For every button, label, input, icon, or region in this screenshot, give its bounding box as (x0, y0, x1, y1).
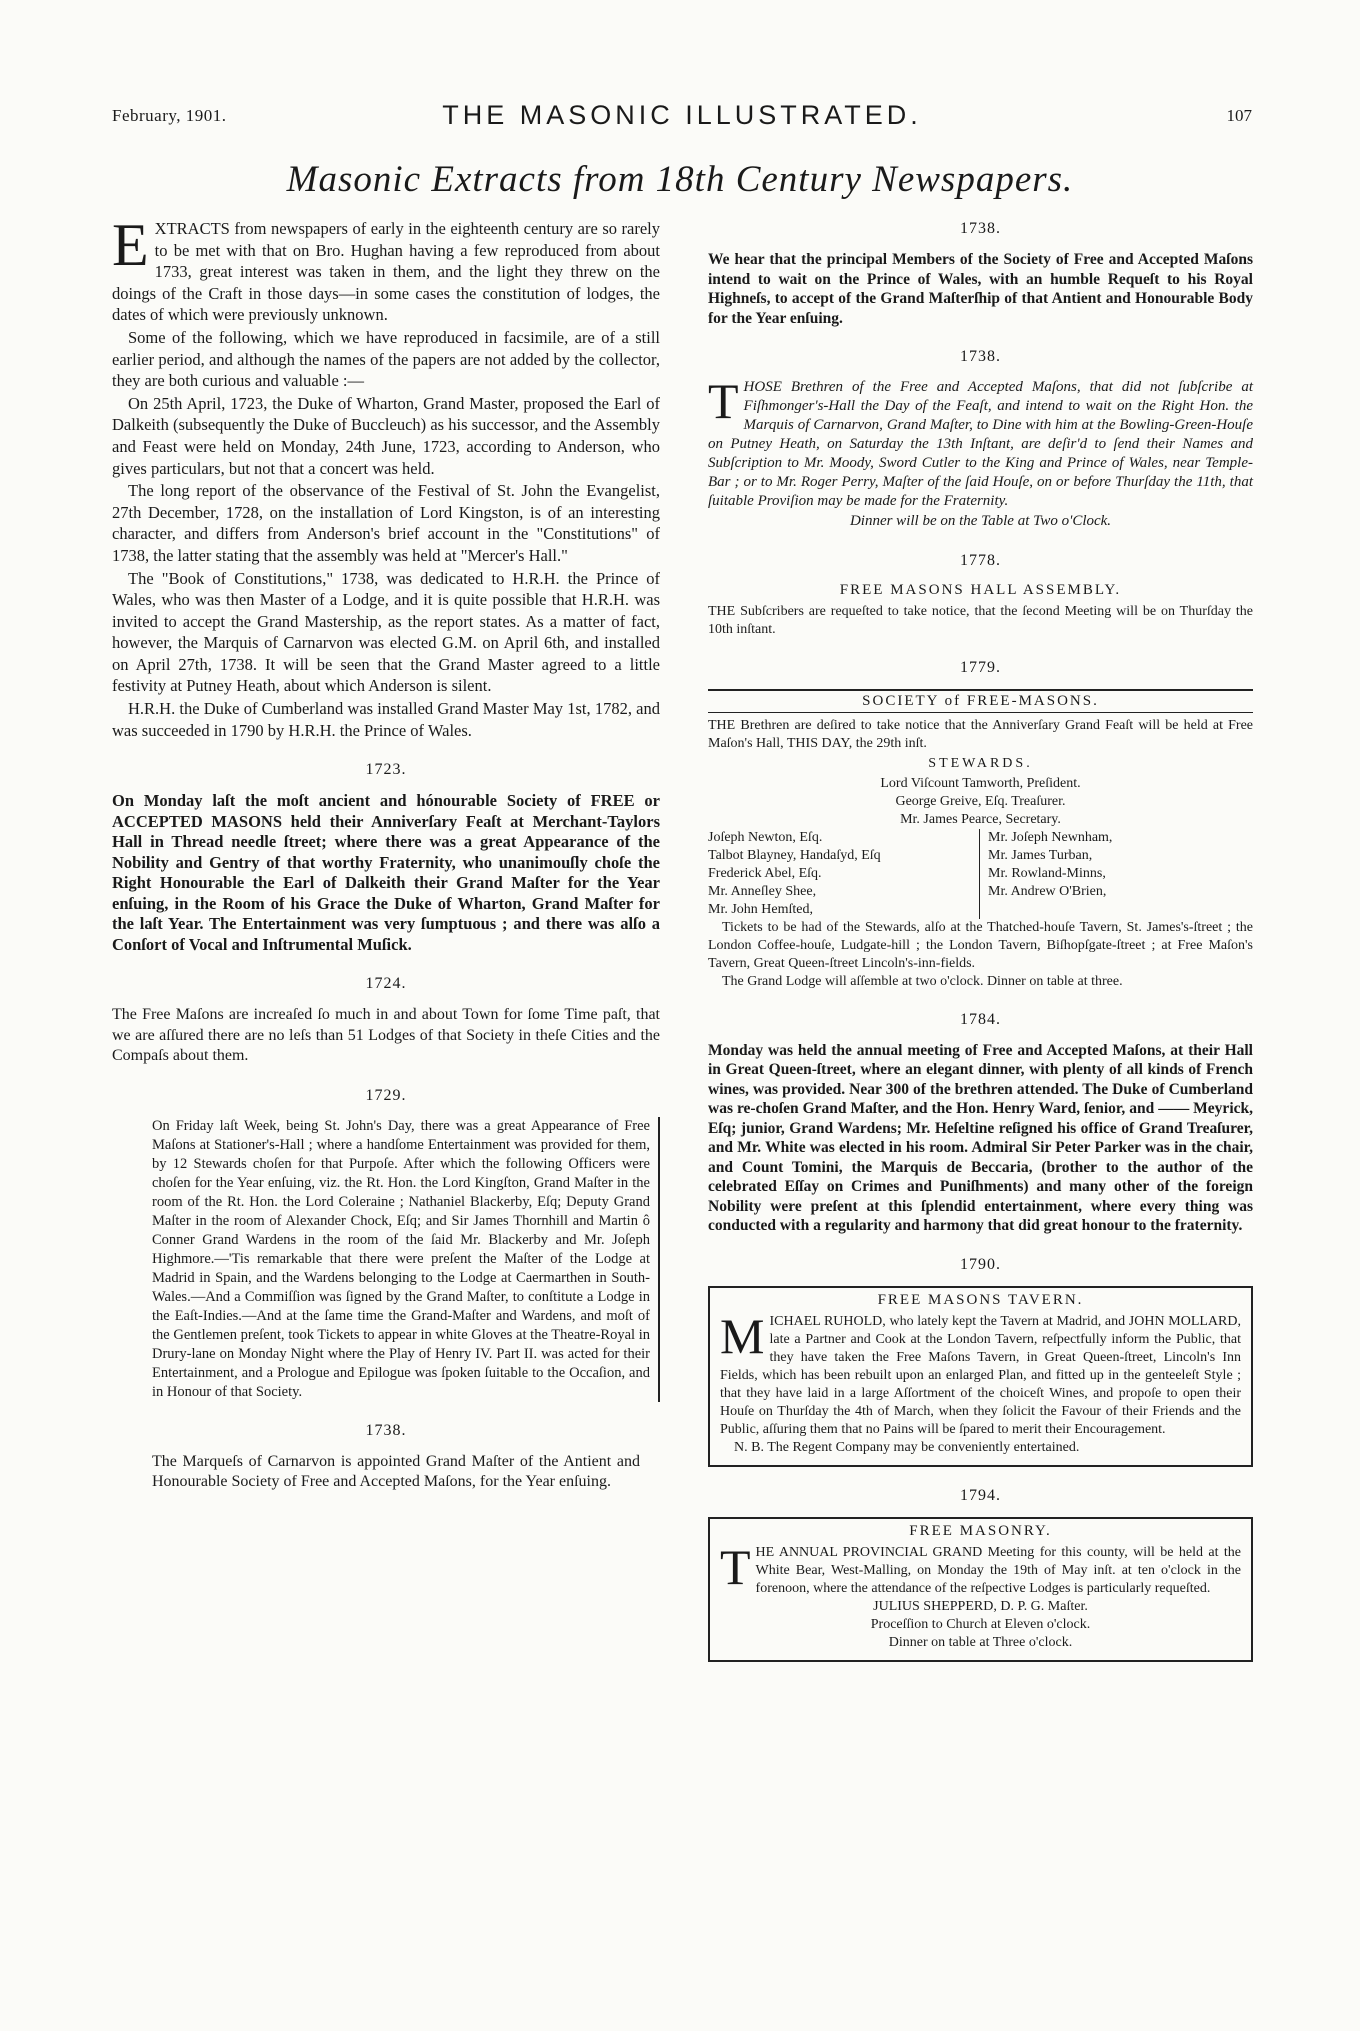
clip-1794-box (708, 1517, 1253, 1662)
intro-paragraph-5: The "Book of Constitutions," 1738, was dedicated to H.R.H. the Prince of Wales, who was then Master of a Lodge, and it is quite possible that H.R.H. was invited to accept the Grand Mastership, as the report states. As a matter of fact, however, the Marquis of Carnarvon was elected G.M. on April 6th, and installed on April 27th, 1738. It will be seen that the Grand Master agreed to a little festivity at Putney Heath, about which Anderson is silent. (112, 568, 660, 696)
clip-year-1778: 1778. (960, 551, 1001, 569)
issue-date: February, 1901. (112, 106, 227, 125)
intro-paragraph-1: EXTRACTS from newspapers of early in the eighteenth century are so rarely to be met with that on Bro. Hughan having a few reproduced from about 1733, great interest was taken in them, and the light they threw on the doings of the Craft in those days—in some cases the constitution of lodges, the dates of which were previously unknown. (112, 212, 660, 325)
stewards-left-column (708, 829, 980, 919)
right-column (708, 218, 1253, 1662)
clip-1738b: THOSE Brethren of the Free and Accepted Maſons, that did not ſubſcribe at Fiſhmonger's-Hall the Day of the Feaſt, and intend to wait on the Right Hon. the Marquis of Carnarvon, Grand Maſter, to Dine with him at the Bowling-Green-Houſe on Putney Heath, on Saturday the 13th Inſtant, are deſir'd to ſend their Names and Subſcription to Mr. Moody, Sword Cutler to the King and Prince of Wales, near Temple-Bar ; or to Mr. Roger Perry, Maſter of the ſaid Houſe, on or before Thurſday the 11th, that ſuitable Proviſion may be made for the Fraternity. (708, 373, 1253, 509)
clip-1778: THE Subſcribers are requeſted to take notice, that the ſecond Meeting will be on Thurſday the 10th inſtant. (708, 603, 1253, 637)
officer-treasurer: George Greive, Eſq. Treaſurer. (895, 793, 1066, 809)
steward: Joſeph Newton, Eſq. (708, 829, 823, 845)
clip-1790-heading: FREE MASONS TAVERN. (877, 1291, 1084, 1308)
drop-cap-t2: T (720, 1538, 751, 1595)
clip-1738a: We hear that the principal Members of the Society of Free and Accepted Maſons intend to wait on the Prince of Wales, with an humble Requeſt to his Royal Highneſs, to accept of the Grand Maſterſhip of that Antient and Honourable Body for the Year enſuing. (708, 251, 1253, 327)
clip-year-1790: 1790. (960, 1255, 1001, 1273)
clip-1794: THE ANNUAL PROVINCIAL GRAND Meeting for this county, will be held at the White Bear, West-Malling, on Monday the 19th of May inſt. at ten o'clock in the forenoon, where the attendance of the reſpective Lodges is particularly requeſted. (720, 1538, 1241, 1596)
clip-1790: MICHAEL RUHOLD, who lately kept the Tavern at Madrid, and JOHN MOLLARD, late a Partner and Cook at the London Tavern, reſpectfully inform the Public, that they have taken the Free Maſons Tavern, in Great Queen-ſtreet, Lincoln's Inn Fields, which has been rebuilt upon an enlarged Plan, and fitted up in the genteeleſt Style ; that they have laid in a large Aſſortment of the choiceſt Wines, and propoſe to open their Houſe on Thurſday the 4th of March, when they ſolicit the Favour of their Friends and the Public, aſſuring them that no Pains will be ſpared to merit their Encouragement. (720, 1307, 1241, 1437)
clip-1784: Monday was held the annual meeting of Free and Accepted Maſons, at their Hall in Great Queen-ſtreet, where an elegant dinner, with plenty of all kinds of French wines, was provided. Near 300 of the brethren attended. The Duke of Cumberland was re-choſen Grand Maſter, and the Hon. Henry Ward, ſenior, and —— Meyrick, Eſq; junior, Grand Wardens; Mr. Heſeltine reſigned his office of Grand Treaſurer, and Mr. White was elected in his room. Admiral Sir Peter Parker was in the chair, and Count Tomini, the Marquis de Beccaria, (brother to the author of the celebrated Eſſay on Crimes and Puniſhments) and many other of the foreign Nobility were preſent at this ſplendid entertainment, where every thing was conducted with a regularity and harmony that did great honour to the fraternity. (708, 1041, 1253, 1234)
clip-1790-box (708, 1286, 1253, 1467)
clip-1794-signature: JULIUS SHEPPERD, D. P. G. Maſter. (873, 1598, 1088, 1614)
intro-paragraph-6: H.R.H. the Duke of Cumberland was installed Grand Master May 1st, 1782, and was succeeded in 1790 by H.R.H. the Prince of Wales. (112, 699, 660, 740)
journal-title: THE MASONIC ILLUSTRATED. (442, 100, 922, 130)
clip-1724: The Free Maſons are increaſed ſo much in and about Town for ſome Time paſt, that we are aſſured there are no leſs than 51 Lodges of that Society in theſe Cities and the Compaſs about them. (112, 1006, 660, 1065)
article-title: Masonic Extracts from 18th Century Newspapers. (286, 159, 1074, 200)
steward: Mr. Andrew O'Brien, (988, 883, 1107, 899)
clip-1738-left: The Marqueſs of Carnarvon is appointed Grand Maſter of the Antient and Honourable Society of Free and Accepted Maſons, for the Year enſuing. (152, 1452, 640, 1491)
clip-year-1738-left: 1738. (365, 1421, 407, 1439)
clip-1794-heading: FREE MASONRY. (909, 1522, 1052, 1539)
clip-1779-grand-lodge: The Grand Lodge will aſſemble at two o'clock. Dinner on table at three. (722, 973, 1123, 989)
clip-year-1784: 1784. (960, 1010, 1001, 1028)
clip-1729: On Friday laſt Week, being St. John's Day, there was a great Appearance of Free Maſons at Stationer's-Hall ; where a handſome Entertainment was provided for them, by 12 Stewards choſen for that Purpoſe. After which the following Officers were choſen for the Year enſuing, viz. the Rt. Hon. the Lord Kingſton, Grand Maſter in the room of the Rt. Hon. the Lord Coleraine ; Nathaniel Blackerby, Eſq; Deputy Grand Maſter in the room of Alexander Chock, Eſq; and Sir James Thornhill and Martin ô Conner Grand Wardens in the room of the ſaid Mr. Blackerby and Mr. Joſeph Highmore.—'Tis remarkable that there were preſent the Maſter of the Lodge at Madrid in Spain, and the Wardens belonging to the Lodge at Caermarthen in South-Wales.—And a Commiſſion was ſigned by the Grand Maſter, to conſtitute a Lodge in the Eaſt-Indies.—And at the ſame time the Grand-Maſter and Wardens, and moſt of the Gentlemen preſent, took Tickets to appear in white Gloves at the Theatre-Royal in Drury-lane on Monday Night where the Play of Henry IV. Part II. was acted for their Entertainment, and a Prologue and Epilogue was ſpoken ſuitable to the Occaſion, and in Honour of that Society. (152, 1117, 660, 1402)
stewards-heading: STEWARDS. (928, 755, 1033, 771)
page-number: 107 (1226, 106, 1252, 125)
drop-cap-t: T (708, 373, 739, 429)
officer-secretary: Mr. James Pearce, Secretary. (900, 811, 1061, 827)
clip-1738b-dinner: Dinner will be on the Table at Two o'Clock. (849, 513, 1112, 529)
clip-year-1779: 1779. (960, 658, 1001, 676)
steward: Talbot Blayney, Handaſyd, Eſq (708, 847, 881, 863)
stewards-right-column (980, 829, 1253, 919)
clip-1794-procession: Proceſſion to Church at Eleven o'clock. (870, 1616, 1091, 1632)
intro-paragraph-4: The long report of the observance of the Festival of St. John the Evangelist, 27th December, 1728, on the installation of Lord Kingston, is of an interesting character, and differs from Anderson's brief account in the "Constitutions" of 1738, the latter stating that the assembly was held at "Mercer's Hall." (112, 481, 660, 565)
clip-year-1738b: 1738. (960, 348, 1001, 365)
drop-cap: E (112, 212, 149, 278)
clip-1779-heading: SOCIETY of FREE-MASONS. (708, 689, 1253, 713)
left-column (112, 212, 660, 1493)
stewards-list (708, 829, 1253, 919)
clip-year-1723: 1723. (365, 761, 407, 779)
intro-paragraph-3: On 25th April, 1723, the Duke of Wharton, Grand Master, proposed the Earl of Dalkeith (subsequently the Duke of Buccleuch) as his successor, and the Assembly and Feast were held on Monday, 24th June, 1723, according to Anderson, who gives particulars, but not that a concert was held. (112, 393, 660, 478)
intro-paragraph-2: Some of the following, which we have reproduced in facsimile, are of a still earlier period, and although the names of the papers are not added by the collector, they are both curious and valuable :— (112, 327, 660, 391)
clip-1779-notice: THE Brethren are deſired to take notice that the Anniverſary Grand Feaſt will be held at Free Maſon's Hall, THIS DAY, the 29th inſt. (708, 717, 1253, 751)
steward: Mr. Anneſley Shee, (708, 883, 817, 899)
steward: Frederick Abel, Eſq. (708, 865, 822, 881)
steward: Mr. James Turban, (988, 847, 1093, 863)
steward: Mr. Joſeph Newnham, (988, 829, 1113, 845)
clip-year-1794: 1794. (960, 1486, 1001, 1504)
drop-cap-m: M (720, 1307, 765, 1364)
officer-president: Lord Viſcount Tamworth, Preſident. (880, 775, 1081, 791)
clip-1779-tickets: Tickets to be had of the Stewards, alſo at the Thatched-houſe Tavern, St. James's-ſtreet ; the London Coffee-houſe, Ludgate-hill ; the London Tavern, Biſhopſgate-ſtreet ; at Free Maſon's Tavern, Great Queen-ſtreet Lincoln's-inn-fields. (708, 919, 1253, 971)
clip-year-1729: 1729. (365, 1086, 407, 1104)
clip-year-1738a: 1738. (960, 220, 1001, 237)
clip-year-1724: 1724. (365, 975, 407, 993)
steward: Mr. John Hemſted, (708, 901, 813, 917)
clip-1790-nb: N. B. The Regent Company may be conveniently entertained. (734, 1439, 1080, 1455)
clip-1794-dinner: Dinner on table at Three o'clock. (888, 1634, 1073, 1650)
clip-1778-heading: FREE MASONS HALL ASSEMBLY. (839, 581, 1122, 598)
page-header (112, 100, 1252, 140)
steward: Mr. Rowland-Minns, (988, 865, 1106, 881)
clip-1723: On Monday laſt the moſt ancient and hónourable Society of FREE or ACCEPTED MASONS held their Anniverſary Feaſt at Merchant-Taylors Hall in Thread needle ſtreet; where there was a great Appearance of the Nobility and Gentry of that worthy Fraternity, who unanimouſly choſe the Right Honourable the Earl of Dalkeith their Grand Maſter for the Year enſuing, in the Room of his Grace the Duke of Wharton, Grand Maſter for the laſt Year. The Entertainment was very ſumptuous ; and there was alſo a Conſort of Vocal and Inſtrumental Muſick. (112, 791, 660, 954)
